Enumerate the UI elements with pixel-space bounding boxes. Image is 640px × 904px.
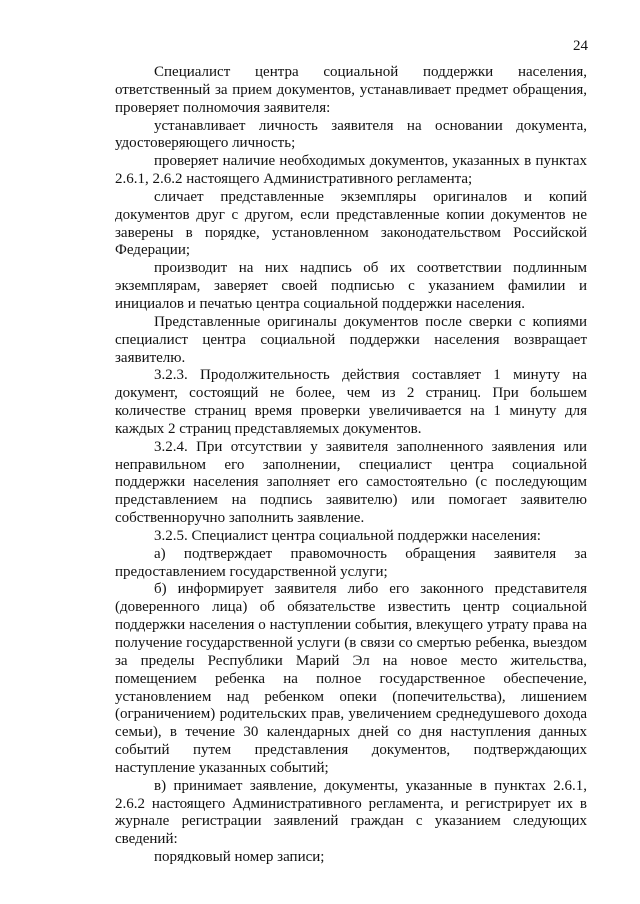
paragraph: в) принимает заявление, документы, указанные в пунктах 2.6.1, 2.6.2 настоящего Административного регламента, и регистрирует их в журнале регистрации заявлений граждан с указанием следующих сведений: [115, 777, 587, 848]
paragraph: устанавливает личность заявителя на основании документа, удостоверяющего личность; [115, 117, 587, 152]
paragraph: 3.2.4. При отсутствии у заявителя заполненного заявления или неправильном его заполнении, специалист центра социальной поддержки населения заполняет его самостоятельно (с последующим представлением на подпись заявителю) или помогает заявителю собственноручно заполнить заявление. [115, 438, 587, 527]
paragraph: а) подтверждает правомочность обращения заявителя за предоставлением государственной услуги; [115, 545, 587, 580]
paragraph: порядковый номер записи; [154, 849, 325, 866]
paragraph: сличает представленные экземпляры оригиналов и копий документов друг с другом, если представленные копии документов не заверены в порядке, установленном законодательством Российской Федерации; [115, 188, 587, 259]
paragraph: Специалист центра социальной поддержки населения, ответственный за прием документов, устанавливает предмет обращения, проверяет полномочия заявителя: [115, 64, 587, 116]
paragraph: Представленные оригиналы документов после сверки с копиями специалист центра социальной поддержки населения возвращает заявителю. [115, 313, 587, 366]
paragraph: 3.2.5. Специалист центра социальной поддержки населения: [154, 527, 541, 544]
page-number: 24 [573, 38, 588, 54]
paragraph: б) информирует заявителя либо его законного представителя (доверенного лица) об обязательстве известить центр социальной поддержки населения о наступлении события, влекущего утрату права на получение государственной услуги (в связи со смертью ребенка, выездом за пределы Республики Марий Эл на новое место жительства, помещением ребенка на полное государственное обеспечение, установлением над ребенком опеки (попечительства), лишением (ограничением) родительских прав, увеличением среднедушевого дохода семьи), в течение 30 календарных дней со дня наступления данных событий путем представления документов, подтверждающих наступление указанных событий; [115, 581, 587, 776]
paragraph: проверяет наличие необходимых документов, указанных в пунктах 2.6.1, 2.6.2 настоящего Административного регламента; [115, 153, 587, 188]
document-body [115, 64, 587, 867]
paragraph: производит на них надпись об их соответствии подлинным экземплярам, заверяет своей подписью с указанием фамилии и инициалов и печатью центра социальной поддержки населения. [115, 260, 587, 312]
paragraph: 3.2.3. Продолжительность действия составляет 1 минуту на документ, состоящий не более, чем из 2 страниц. При большем количестве страниц время проверки увеличивается на 1 минуту для каждых 2 страниц представляемых документов. [115, 367, 587, 437]
